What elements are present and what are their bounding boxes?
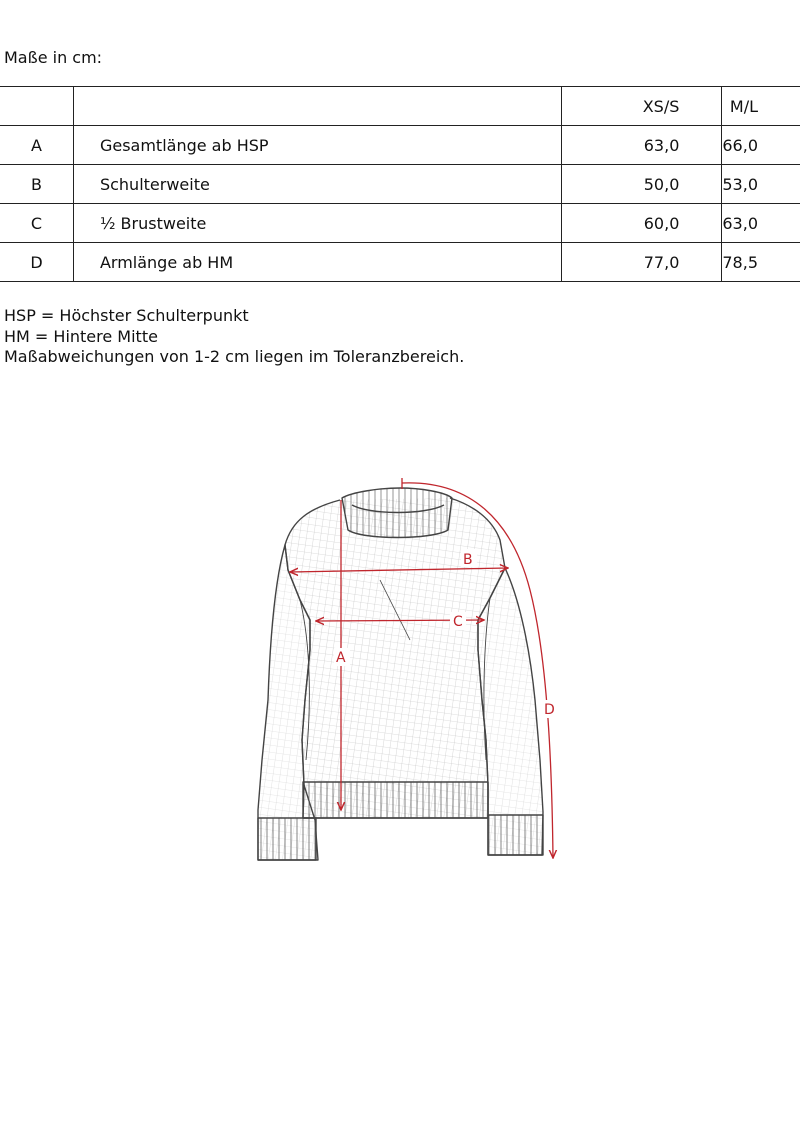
label-c: C bbox=[453, 614, 463, 630]
label-b: B bbox=[463, 552, 473, 568]
header-name bbox=[73, 87, 561, 126]
note-hsp: HSP = Höchster Schulterpunkt bbox=[4, 306, 249, 325]
label-a: A bbox=[336, 650, 346, 666]
row-xs-s: 77,0 bbox=[562, 243, 722, 282]
table-row bbox=[0, 126, 800, 165]
table-row bbox=[0, 243, 800, 282]
header-m-l: M/L bbox=[722, 87, 800, 126]
sweater-sketch-icon bbox=[0, 470, 800, 890]
row-name: Schulterweite bbox=[73, 165, 561, 204]
row-m-l: 66,0 bbox=[722, 126, 800, 165]
note-tolerance: Maßabweichungen von 1-2 cm liegen im Toleranzbereich. bbox=[4, 347, 465, 366]
page-title: Maße in cm: bbox=[4, 48, 103, 67]
row-xs-s: 63,0 bbox=[562, 126, 722, 165]
row-xs-s: 50,0 bbox=[562, 165, 722, 204]
row-id: B bbox=[0, 165, 73, 204]
row-name: ½ Brustweite bbox=[73, 204, 561, 243]
row-id: C bbox=[0, 204, 73, 243]
table-row bbox=[0, 165, 800, 204]
row-m-l: 63,0 bbox=[722, 204, 800, 243]
label-d: D bbox=[544, 702, 555, 718]
row-m-l: 78,5 bbox=[722, 243, 800, 282]
row-m-l: 53,0 bbox=[722, 165, 800, 204]
header-xs-s: XS/S bbox=[562, 87, 722, 126]
row-id: D bbox=[0, 243, 73, 282]
row-name: Gesamtlänge ab HSP bbox=[73, 126, 561, 165]
row-xs-s: 60,0 bbox=[562, 204, 722, 243]
row-id: A bbox=[0, 126, 73, 165]
table-row bbox=[0, 204, 800, 243]
notes bbox=[4, 306, 464, 368]
header-id bbox=[0, 87, 73, 126]
size-table bbox=[0, 86, 800, 282]
note-hm: HM = Hintere Mitte bbox=[4, 326, 158, 346]
table-header-row bbox=[0, 87, 800, 126]
row-name: Armlänge ab HM bbox=[73, 243, 561, 282]
sweater-outline bbox=[258, 488, 543, 860]
